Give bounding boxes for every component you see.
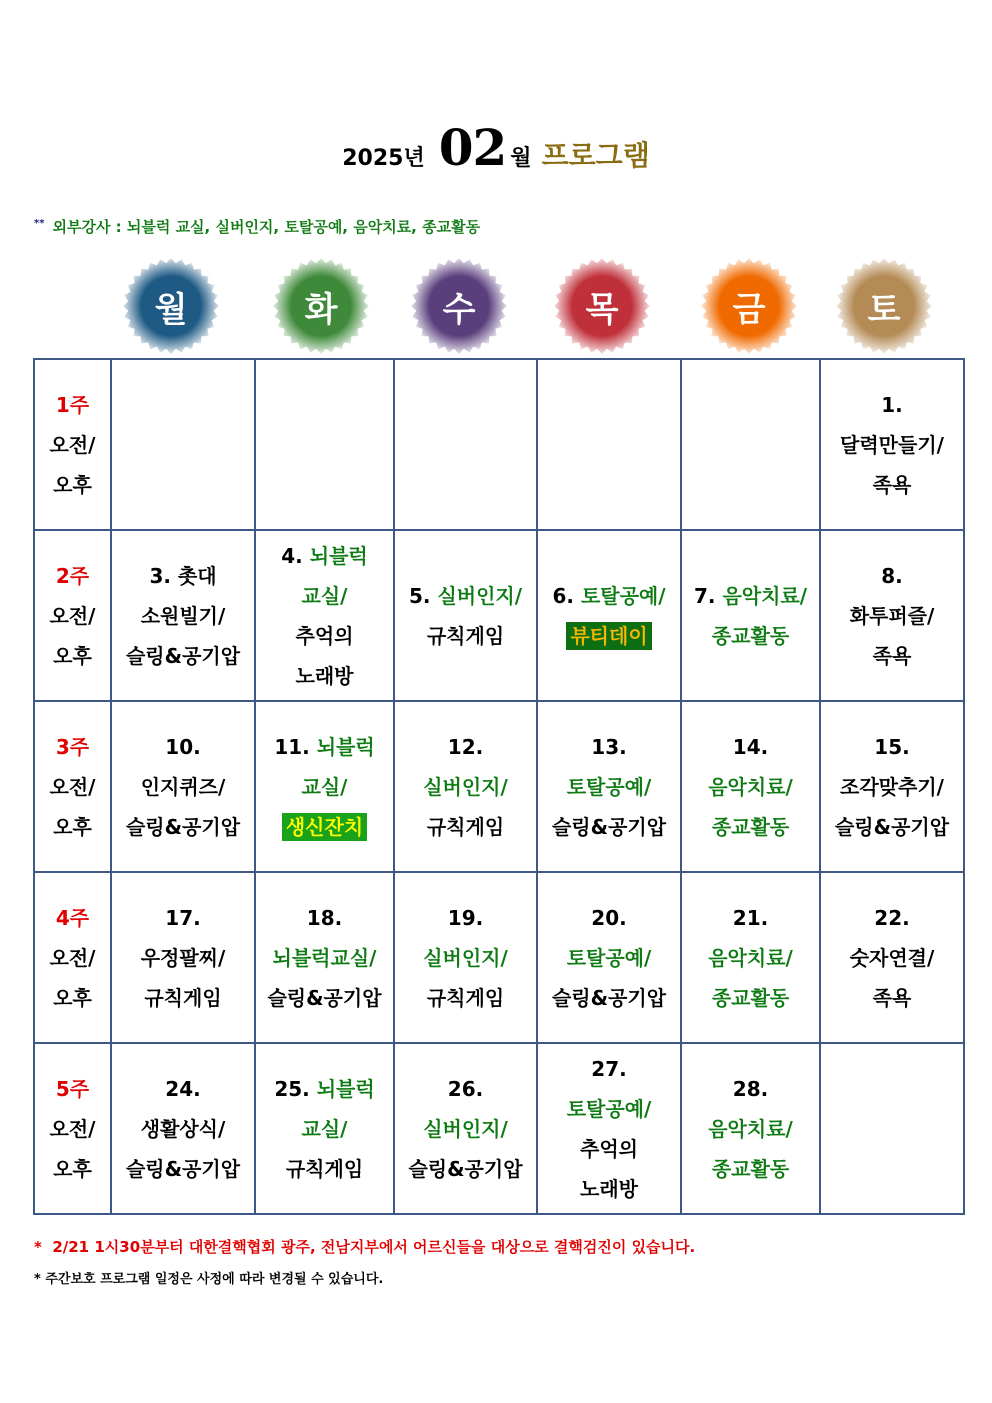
week-row — [34, 359, 964, 530]
program-text: 종교활동 — [711, 985, 790, 1010]
day-number: 17. — [165, 905, 201, 930]
day-number: 7. — [693, 583, 716, 608]
program-text: 슬링&공기압 — [551, 985, 667, 1010]
program-text: 화투퍼즐/ — [849, 603, 935, 628]
day-cell — [394, 530, 537, 701]
program-text: 종교활동 — [711, 814, 790, 839]
title-program: 프로그램 — [541, 139, 650, 172]
week-number: 4주 — [55, 905, 90, 930]
day-cell — [111, 530, 255, 701]
program-text: 족욕 — [872, 643, 912, 668]
day-number: 8. — [881, 563, 903, 588]
event-highlight: 뷰티데이 — [566, 622, 651, 650]
program-text: 종교활동 — [711, 623, 790, 648]
program-text: 추억의 — [580, 1136, 638, 1161]
program-text: 숫자연결/ — [849, 945, 935, 970]
program-text: 슬링&공기압 — [125, 643, 241, 668]
day-cell — [111, 872, 255, 1043]
week-number: 5주 — [55, 1076, 90, 1101]
program-text: 음악치료/ — [708, 1116, 793, 1141]
day-cell — [820, 530, 964, 701]
ampm-label: 오전/ — [49, 603, 96, 628]
program-text: 토탈공예/ — [580, 583, 666, 608]
ampm-label: 오후 — [53, 472, 92, 497]
ampm-label: 오전/ — [49, 1116, 96, 1141]
program-text: 규칙게임 — [426, 623, 505, 648]
program-text: 소원빌기/ — [140, 603, 226, 628]
footer-text: 주간보호 프로그램 일정은 사정에 따라 변경될 수 있습니다. — [45, 1272, 384, 1287]
day-number: 12. — [447, 734, 484, 759]
note-mark: ** — [34, 218, 45, 229]
program-text: 규칙게임 — [285, 1156, 364, 1181]
day-cell — [394, 701, 537, 872]
program-text: 슬링&공기압 — [125, 1156, 241, 1181]
week-label-cell — [34, 530, 111, 701]
week-row — [34, 1043, 964, 1214]
program-text: 규칙게임 — [426, 814, 505, 839]
day-cell — [394, 1043, 537, 1214]
program-text: 추억의 — [295, 623, 354, 648]
day-number: 4. — [281, 543, 303, 568]
day-number: 21. — [732, 905, 769, 930]
week-label-cell — [34, 1043, 111, 1214]
program-text: 교실/ — [301, 1116, 348, 1141]
program-text: 뇌블럭 — [309, 543, 368, 568]
week-row — [34, 530, 964, 701]
day-cell-empty — [394, 359, 537, 530]
day-cell-empty — [681, 359, 820, 530]
day-number: 5. — [408, 583, 431, 608]
week-row — [34, 872, 964, 1043]
ampm-label: 오후 — [53, 814, 92, 839]
day-cell — [111, 1043, 255, 1214]
program-text: 뇌블럭 — [316, 734, 375, 759]
day-number: 26. — [447, 1076, 484, 1101]
program-text: 족욕 — [872, 472, 912, 497]
program-text: 음악치료/ — [722, 583, 808, 608]
day-number: 11. — [274, 734, 310, 759]
day-cell — [681, 872, 820, 1043]
day-number: 15. — [874, 734, 910, 759]
day-cell — [394, 872, 537, 1043]
program-text: 음악치료/ — [708, 774, 793, 799]
program-text: 생활상식/ — [140, 1116, 226, 1141]
day-cell-empty — [255, 359, 394, 530]
day-label-sat: 토 — [867, 289, 901, 330]
program-text: 종교활동 — [711, 1156, 790, 1181]
footer-text: 2/21 1시30분부터 대한결핵협회 광주, 전남지부에서 어르신들을 대상으로 결핵검진이 있습니다. — [52, 1238, 696, 1256]
program-text: 토탈공예/ — [566, 1096, 652, 1121]
day-cell — [820, 359, 964, 530]
program-text: 토탈공예/ — [566, 774, 652, 799]
day-number: 3. 촛대 — [149, 563, 217, 588]
day-badge-sat — [835, 257, 933, 355]
program-text: 음악치료/ — [708, 945, 793, 970]
program-text: 실버인지/ — [423, 774, 508, 799]
external-instructor-note — [34, 216, 480, 237]
day-cell — [681, 530, 820, 701]
ampm-label: 오전/ — [49, 945, 96, 970]
program-text: 노래방 — [295, 663, 354, 688]
program-text: 인지퀴즈/ — [140, 774, 226, 799]
day-cell-empty — [537, 359, 681, 530]
day-cell — [537, 701, 681, 872]
program-text: 노래방 — [580, 1176, 638, 1201]
day-cell — [681, 1043, 820, 1214]
day-cell — [820, 872, 964, 1043]
day-cell — [537, 1043, 681, 1214]
footer-mark: * — [34, 1238, 42, 1256]
day-cell — [537, 530, 681, 701]
day-badge-fri — [700, 257, 798, 355]
program-text: 슬링&공기압 — [834, 814, 950, 839]
day-badge-thu — [553, 257, 651, 355]
ampm-label: 오전/ — [49, 432, 96, 457]
week-number: 3주 — [55, 734, 90, 759]
day-number: 10. — [165, 734, 201, 759]
week-number: 2주 — [55, 563, 90, 588]
day-cell-empty — [820, 1043, 964, 1214]
ampm-label: 오후 — [53, 643, 92, 668]
program-text: 달력만들기/ — [840, 432, 944, 457]
day-number: 24. — [165, 1076, 201, 1101]
program-text: 실버인지/ — [423, 1116, 508, 1141]
program-text: 실버인지/ — [423, 945, 508, 970]
program-text: 교실/ — [301, 774, 348, 799]
program-text: 슬링&공기압 — [125, 814, 241, 839]
day-cell — [681, 701, 820, 872]
program-text: 규칙게임 — [426, 985, 505, 1010]
footer-notice-checkup — [34, 1236, 695, 1257]
day-cell-empty — [111, 359, 255, 530]
program-text: 우정팔찌/ — [140, 945, 226, 970]
ampm-label: 오후 — [53, 985, 92, 1010]
day-number: 28. — [732, 1076, 769, 1101]
program-text: 슬링&공기압 — [267, 985, 382, 1010]
day-label-mon: 월 — [154, 289, 188, 330]
program-text: 뇌블럭교실/ — [272, 945, 377, 970]
week-row — [34, 701, 964, 872]
day-number: 6. — [552, 583, 574, 608]
ampm-label: 오전/ — [49, 774, 96, 799]
day-badge-mon — [122, 257, 220, 355]
day-cell — [111, 701, 255, 872]
program-text: 실버인지/ — [437, 583, 523, 608]
title-year: 2025년 — [342, 146, 425, 171]
program-text: 규칙게임 — [144, 985, 222, 1010]
calendar-table — [33, 358, 965, 1215]
day-label-wed: 수 — [442, 289, 476, 330]
day-cell — [255, 872, 394, 1043]
footer-notice-schedule — [34, 1268, 383, 1287]
program-text: 족욕 — [872, 985, 912, 1010]
title-month-suffix: 월 — [510, 146, 532, 171]
event-highlight: 생신잔치 — [282, 813, 367, 841]
week-label-cell — [34, 359, 111, 530]
day-badge-tue — [272, 257, 370, 355]
program-text: 조각맞추기/ — [840, 774, 944, 799]
day-cell — [255, 530, 394, 701]
day-number: 20. — [591, 905, 627, 930]
day-number: 1. — [881, 392, 903, 417]
day-number: 18. — [306, 905, 343, 930]
day-label-thu: 목 — [585, 289, 619, 330]
note-text: 외부강사 : 뇌블럭 교실, 실버인지, 토탈공예, 음악치료, 종교활동 — [52, 218, 481, 236]
day-label-tue: 화 — [304, 289, 338, 330]
day-number: 19. — [447, 905, 484, 930]
week-label-cell — [34, 701, 111, 872]
week-label-cell — [34, 872, 111, 1043]
ampm-label: 오후 — [53, 1156, 92, 1181]
program-text: 슬링&공기압 — [408, 1156, 523, 1181]
title-month: 02 — [438, 118, 507, 177]
day-number: 14. — [732, 734, 769, 759]
day-label-fri: 금 — [732, 289, 766, 330]
day-number: 13. — [591, 734, 627, 759]
day-number: 22. — [874, 905, 910, 930]
day-cell — [537, 872, 681, 1043]
program-text: 토탈공예/ — [566, 945, 652, 970]
day-number: 27. — [591, 1056, 627, 1081]
day-number: 25. — [274, 1076, 310, 1101]
week-number: 1주 — [55, 392, 90, 417]
footer-mark: * — [34, 1272, 41, 1287]
day-cell — [255, 1043, 394, 1214]
program-text: 뇌블럭 — [316, 1076, 375, 1101]
day-badge-wed — [410, 257, 508, 355]
day-cell — [255, 701, 394, 872]
page-title — [0, 118, 992, 177]
program-text: 교실/ — [301, 583, 348, 608]
program-text: 슬링&공기압 — [551, 814, 667, 839]
day-cell — [820, 701, 964, 872]
